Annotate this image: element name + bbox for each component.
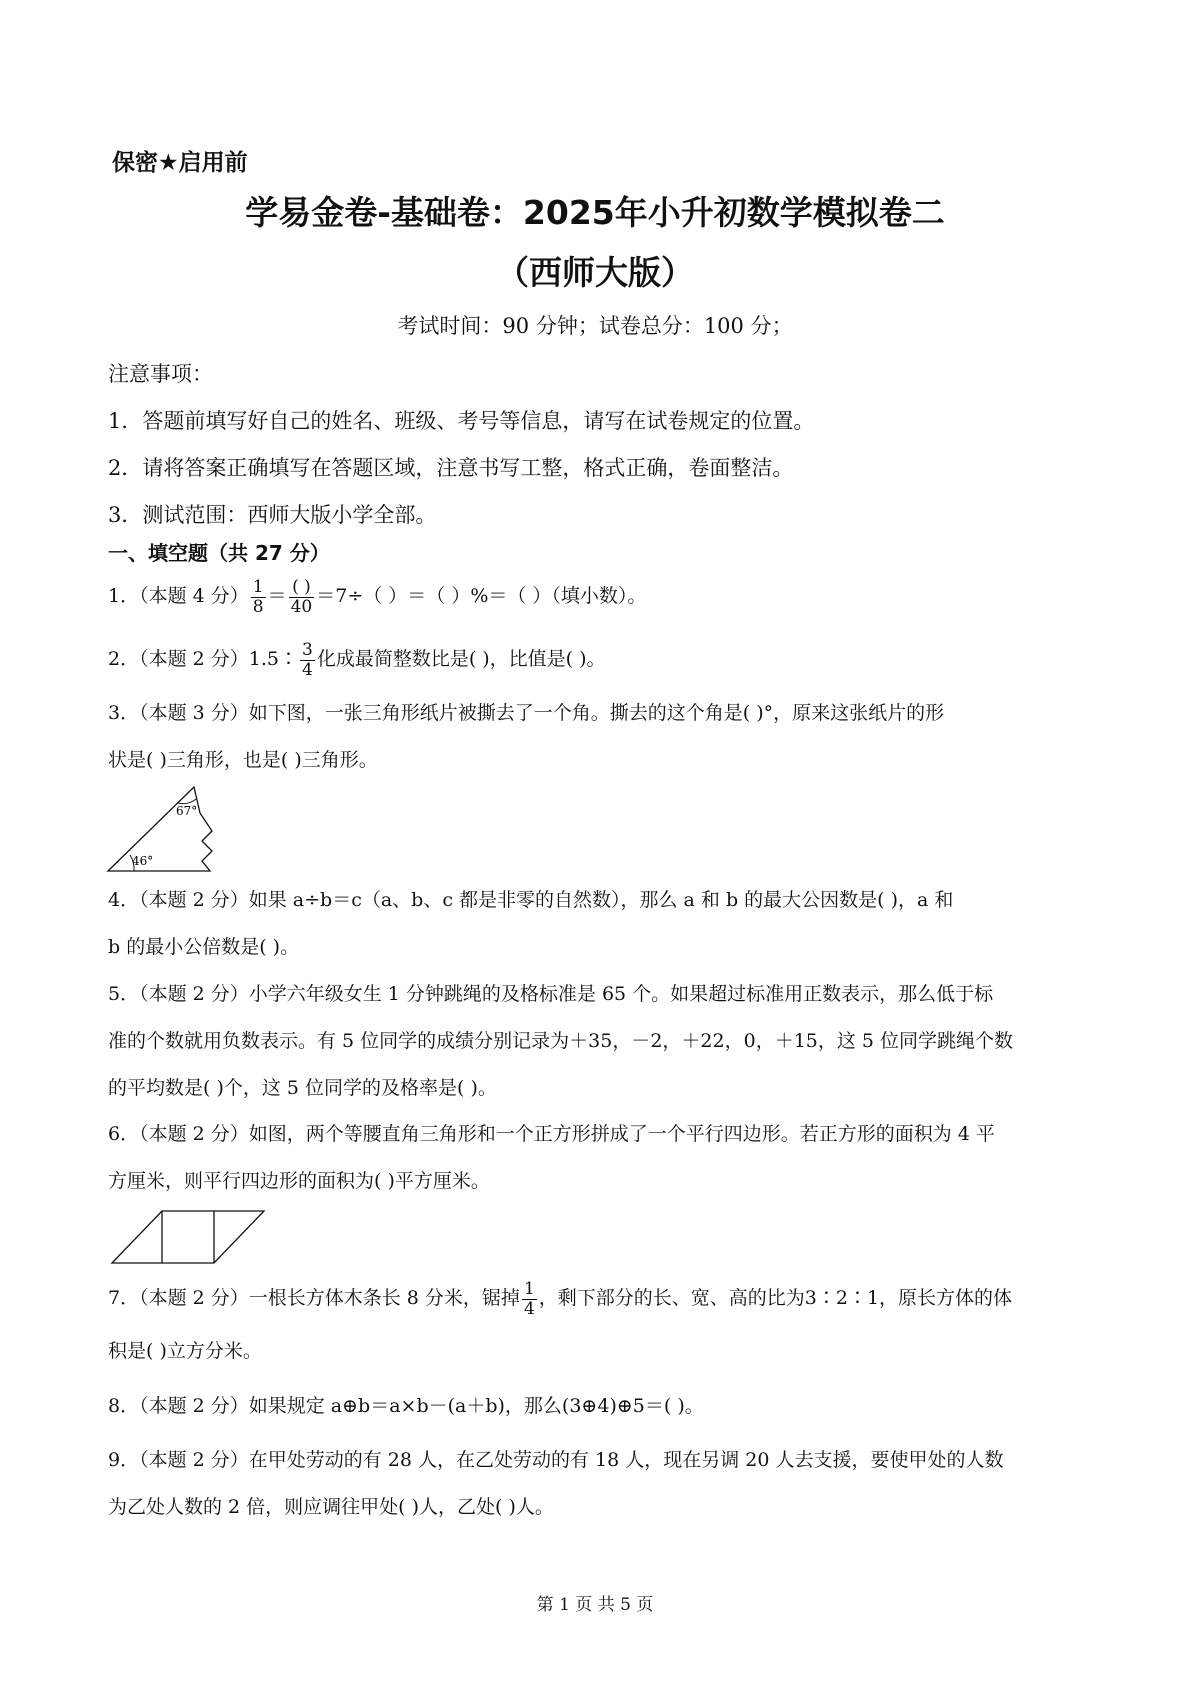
page-footer: 第 1 页 共 5 页 (536, 1595, 654, 1615)
exam-info: 考试时间：90 分钟；试卷总分：100 分； (397, 314, 793, 338)
note-item: 1．答题前填写好自己的姓名、班级、考号等信息，请写在试卷规定的位置。 (108, 409, 815, 433)
question-7 (108, 1275, 1083, 1375)
question-1: 1．（本题 4 分） $\frac{1}{8}$ ＝ $\frac{( )}{40}$ ＝7÷（ ）＝（ ）%＝（ ）（填小数）。 (108, 576, 647, 617)
question-6 (108, 1111, 1083, 1205)
q9-line: 9．（本题 2 分）在甲处劳动的有 28 人，在乙处劳动的有 18 人，现在另调 20 人去支援，要使甲处的人数 (108, 1449, 1004, 1471)
exam-title: 学易金卷-基础卷：2025年小升初数学模拟卷二 (245, 193, 945, 232)
fraction-denominator: 8 (252, 596, 264, 617)
fraction-numerator: 1 (252, 576, 264, 597)
q5-line: 5．（本题 2 分）小学六年级女生 1 分钟跳绳的及格标准是 65 个。如果超过标准用正数表示，那么低于标 (108, 983, 994, 1005)
fraction-denominator: 4 (523, 1298, 535, 1319)
exam-subtitle: （西师大版） (496, 253, 694, 292)
q5-line: 的平均数是( )个，这 5 位同学的及格率是( )。 (108, 1077, 497, 1099)
angle-label-top: 67° (176, 804, 198, 818)
confidential-label: 保密★启用前 (112, 150, 248, 176)
q1-prefix: 1．（本题 4 分） (108, 585, 249, 607)
question-8: 8．（本题 2 分）如果规定 a⊕b＝a×b－(a＋b)，那么(3⊕4)⊕5＝( )。 (108, 1395, 704, 1417)
q2-prefix: 2．（本题 2 分）1.5∶ (108, 648, 298, 670)
fraction-numerator: ( ) (289, 578, 315, 598)
fraction-numerator: 3 (301, 639, 313, 660)
q4-line: b 的最小公倍数是( )。 (108, 936, 300, 958)
q7-fraction (522, 1280, 537, 1319)
question-2 (108, 636, 1083, 683)
angle-label-bottom: 46° (132, 854, 154, 868)
fraction-denominator: 4 (301, 659, 313, 680)
torn-triangle-figure (106, 785, 216, 875)
q7-line (108, 1275, 1083, 1322)
question-3 (108, 690, 1083, 784)
q2-fraction (300, 641, 315, 680)
note-item: 3．测试范围：西师大版小学全部。 (108, 503, 437, 527)
q3-line: 状是( )三角形，也是( )三角形。 (108, 749, 378, 771)
q4-line: 4．（本题 2 分）如果 a÷b＝c（a、b、c 都是非零的自然数），那么 a 和 b 的最大公因数是( )，a 和 (108, 889, 954, 911)
question-4 (108, 877, 1083, 971)
section-title: 一、填空题（共 27 分） (108, 541, 330, 565)
q3-line: 3．（本题 3 分）如下图，一张三角形纸片被撕去了一个角。撕去的这个角是( )°，原来这张纸片的形 (108, 702, 945, 724)
q6-line: 方厘米，则平行四边形的面积为( )平方厘米。 (108, 1170, 490, 1192)
q7-suffix: ，剩下部分的长、宽、高的比为3∶2∶1，原长方体的体 (538, 1287, 1013, 1309)
q7-prefix: 7．（本题 2 分）一根长方体木条长 8 分米，锯掉 (108, 1287, 520, 1309)
notes-heading: 注意事项： (108, 362, 213, 386)
note-item: 2．请将答案正确填写在答题区域，注意书写工整，格式正确，卷面整洁。 (108, 456, 794, 480)
question-5 (108, 971, 1083, 1112)
q1-fraction-2 (289, 578, 315, 617)
torn-triangle-shape (108, 787, 212, 871)
q5-line: 准的个数就用负数表示。有 5 位同学的成绩分别记录为＋35，－2，＋22，0，＋15，这 5 位同学跳绳个数 (108, 1030, 1014, 1052)
q6-line: 6．（本题 2 分）如图，两个等腰直角三角形和一个正方形拼成了一个平行四边形。若正方形的面积为 4 平 (108, 1123, 995, 1145)
fraction-denominator: 40 (290, 596, 313, 617)
parallelogram-outline (112, 1211, 264, 1263)
q7-line: 积是( )立方分米。 (108, 1340, 262, 1362)
question-9 (108, 1437, 1083, 1531)
q1-fraction-1 (251, 578, 266, 617)
parallelogram-figure (110, 1207, 270, 1265)
q9-line: 为乙处人数的 2 倍，则应调往甲处( )人，乙处( )人。 (108, 1496, 554, 1518)
q2-suffix: 化成最简整数比是( )，比值是( )。 (316, 648, 606, 670)
q1-suffix: ＝7÷（ ）＝（ ）%＝（ ）（填小数）。 (316, 585, 647, 607)
fraction-numerator: 1 (523, 1278, 535, 1299)
